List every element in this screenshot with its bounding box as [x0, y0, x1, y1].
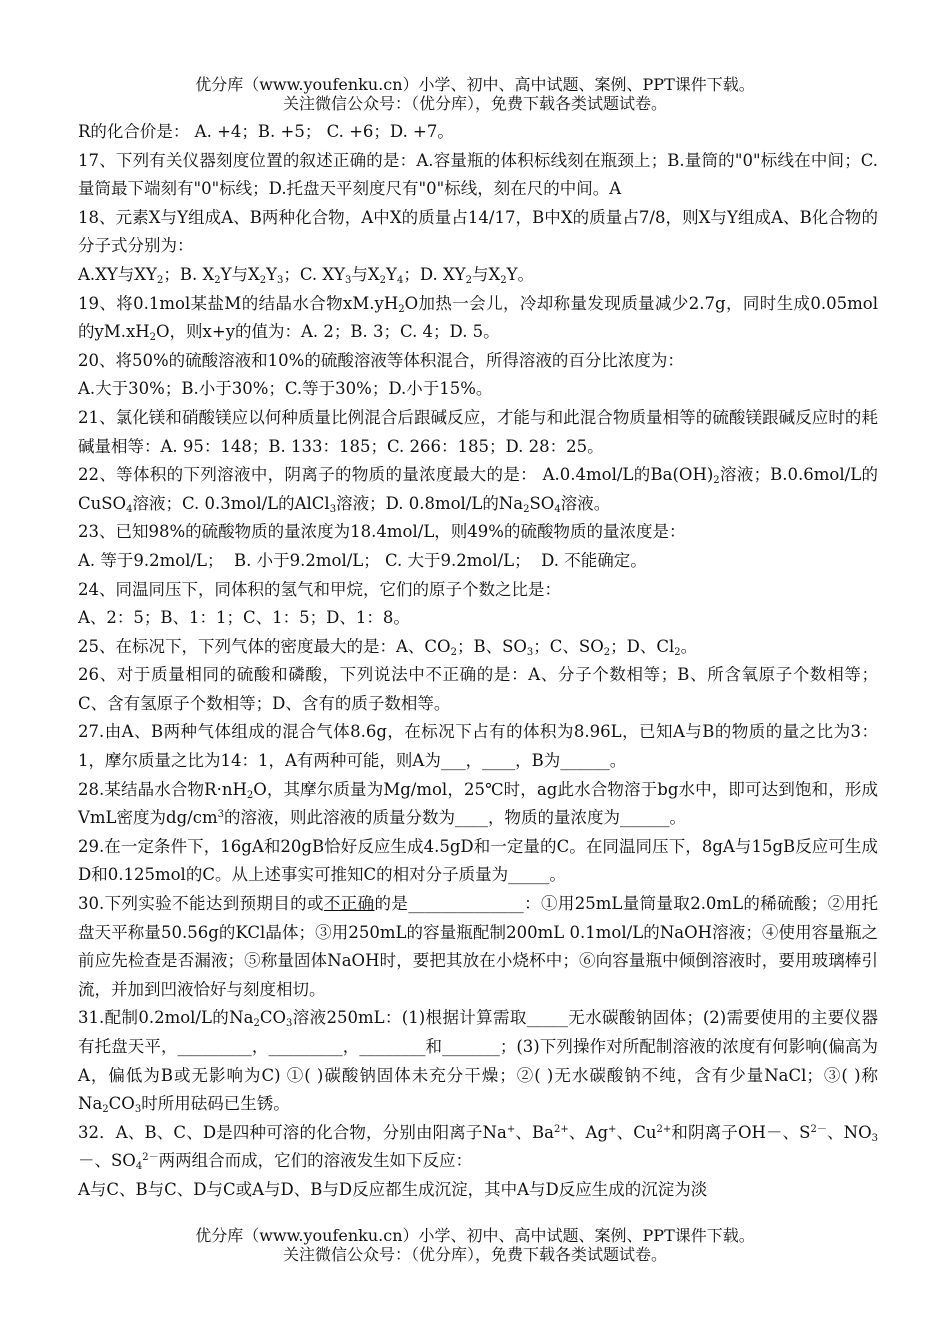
- q20-options: A.大于30%；B.小于30%；C.等于30%；D.小于15%。: [78, 379, 493, 399]
- question-22: [78, 461, 878, 518]
- q32-text: －: [78, 1151, 95, 1171]
- question-18: [78, 204, 878, 290]
- q30-underlined-text: 不正确: [323, 894, 375, 914]
- q32-line-2: A与C、B与C、D与C或A与D、B与D反应都生成沉淀，其中A与D反应生成的沉淀为淡: [78, 1179, 708, 1199]
- page-footer: [0, 1226, 950, 1264]
- q23-stem: 23、已知98%的硫酸物质的量浓度为18.4mol/L，则49%的硫酸物质的量浓度是：: [78, 522, 686, 542]
- q24-options: A、2：5；B、1：1；C、1：5；D、1：8。: [78, 608, 410, 628]
- q18-sub: 2: [214, 274, 221, 286]
- question-20: [78, 347, 878, 404]
- q18-text: ；B. X: [163, 264, 215, 284]
- q18-text: ；C. XY: [283, 264, 346, 284]
- question-27: 27.由A、B两种气体组成的混合气体8.6g，在标况下占有的体积为8.96L，已知A与B的物质的量之比为3：1，摩尔质量之比为14：1，A有两种可能，则A为___，____，B为______。: [78, 722, 878, 771]
- q18-text: 与X: [351, 264, 380, 284]
- page-header: [0, 75, 950, 113]
- q32-text: 、NO: [826, 1122, 872, 1142]
- q31-text: 31.配制0.2mol/L的Na: [78, 1008, 254, 1028]
- q28-text: 28.某结晶水合物R·nH: [78, 779, 247, 799]
- q19-text: O，则x+y的值为：A. 2；B. 3；C. 4；D. 5。: [156, 322, 500, 342]
- question-23: [78, 518, 878, 575]
- question-17: 17、下列有关仪器刻度位置的叙述正确的是：A.容量瓶的体积标线刻在瓶颈上；B.量筒的"0"标线在中间；C.量筒最下端刻有"0"标线；D.托盘天平刻度尺有"0"标线，刻在尺的中间。A: [78, 150, 878, 199]
- q22-sub: 2: [523, 503, 530, 515]
- q32-sup: 2－: [142, 1152, 159, 1164]
- q32-sub: 3: [871, 1132, 878, 1144]
- q22-sub: 3: [329, 503, 337, 515]
- q28-text: O，其摩尔质量为Mg/mol，25℃时，ag此水合物溶于bg水中，即可达到饱和，形成VmL密度为dg/cm: [78, 779, 878, 828]
- header-line-2: 关注微信公众号：（优分库），免费下载各类试题试卷。: [282, 94, 667, 113]
- q28-sub: 2: [246, 789, 254, 801]
- q32-text: 、Ba: [515, 1122, 554, 1142]
- q22-text: 溶液。: [560, 493, 611, 513]
- q30-text: 30.下列实验不能达到预期目的或: [78, 894, 324, 914]
- question-19: [78, 290, 878, 347]
- q31-sub: 2: [253, 1018, 260, 1030]
- question-content: [78, 118, 878, 1205]
- q18-sub: 2: [500, 274, 507, 286]
- q28-text: 的溶液，则此溶液的质量分数为____，物质的量浓度为______。: [223, 808, 686, 828]
- question-21: 21、氯化镁和硝酸镁应以何种质量比例混合后跟碱反应，才能与和此混合物质量相等的硫酸镁跟碱反应时的耗碱量相等：A. 95：148；B. 133：185；C. 266：185；D. 28：25。: [78, 407, 878, 456]
- q23-options: A. 等于9.2mol/L； B. 小于9.2mol/L； C. 大于9.2mol/L； D. 不能确定。: [78, 550, 647, 570]
- q31-text: CO: [108, 1094, 135, 1114]
- q32-text: 和阴离子OH: [671, 1122, 766, 1142]
- q22-sub: 2: [713, 475, 720, 487]
- q18-text: Y。: [506, 264, 535, 284]
- q30-text: 的是______________：①用25mL量筒量取2.0mL的稀硫酸；②用托盘天平称量50.56g的KCl晶体；③用250mL的容量瓶配制200mL 0.1mol/L的NaOH溶液；④使用容量瓶之前应先检查是否漏液；⑤称量固体NaOH时，要把其放在小烧杯中；⑥向容量瓶中倾倒溶液时，要用玻璃棒引流，并加到凹液恰好与刻度相切。: [78, 894, 878, 999]
- footer-line-2: 关注微信公众号：（优分库），免费下载各类试题试卷。: [282, 1245, 667, 1264]
- q22-text: 22、等体积的下列溶液中，阴离子的物质的量浓度最大的是： A.0.4mol/L的Ba(OH): [78, 465, 714, 485]
- q25-text: 。: [680, 636, 698, 656]
- question-31: [78, 1004, 878, 1118]
- q25-text: ；D、Cl: [610, 636, 675, 656]
- q31-text: 溶液250mL：(1)根据计算需取_____无水碳酸钠固体；(2)需要使用的主要仪器有托盘天平，_________，_________，________和_______；(3)下列操作对所配制溶液的浓度有何影响(偏高为A，偏低为B或无影响为C) ①( )碳酸钠固体未充分干燥；②( )无水碳酸钠不纯，含有少量NaCl；③( )称Na: [78, 1008, 878, 1114]
- q32-text: 、SO: [94, 1151, 136, 1171]
- q22-sub: 4: [554, 503, 561, 515]
- q19-text: O加热一会儿，冷却称量发现质量减少2.7g，同时生成0.05mol的yM.xH: [78, 293, 878, 342]
- q32-sup: 2+: [554, 1123, 569, 1135]
- q32-sup: +: [608, 1123, 617, 1135]
- q19-sub: 2: [149, 332, 157, 344]
- q18-text: 与X: [471, 264, 501, 284]
- q22-text: 溶液；C. 0.3mol/L的AlCl: [132, 493, 330, 513]
- q22-text: 溶液；D. 0.8mol/L的Na: [336, 493, 524, 513]
- header-line-1: 优分库（www.youfenku.cn）小学、初中、高中试题、案例、PPT课件下载。: [195, 75, 755, 94]
- q20-stem: 20、将50%的硫酸溶液和10%的硫酸溶液等体积混合，所得溶液的百分比浓度为：: [78, 350, 684, 370]
- q18-stem: 18、元素X与Y组成A、B两种化合物，A中X的质量占14/17，B中X的质量占7/8，则X与Y组成A、B化合物的分子式分别为：: [78, 207, 878, 256]
- question-28: [78, 776, 878, 833]
- q18-sub: 3: [277, 274, 284, 286]
- q31-sub: 3: [285, 1018, 293, 1030]
- q32-sup: 2－: [810, 1123, 827, 1135]
- q18-sub: 2: [259, 274, 267, 286]
- q31-text: 时所用砝码已生锈。: [141, 1094, 290, 1114]
- question-30: [78, 890, 878, 1004]
- footer-line-1: 优分库（www.youfenku.cn）小学、初中、高中试题、案例、PPT课件下载。: [195, 1226, 755, 1245]
- q18-sub: 3: [345, 274, 352, 286]
- q32-text: －: [765, 1122, 783, 1142]
- q25-text: ；C、SO: [533, 636, 604, 656]
- question-26: 26、对于质量相同的硫酸和磷酸，下列说法中不正确的是：A、分子个数相等；B、所含氧原子个数相等；C、含有氢原子个数相等；D、含有的质子数相等。: [78, 665, 878, 713]
- q32-text: 、Cu: [616, 1122, 657, 1142]
- q32-text: 、S: [782, 1122, 811, 1142]
- q18-text: Y与X: [220, 264, 260, 284]
- q18-text: ；D. XY: [403, 264, 466, 284]
- q19-text: 19、将0.1mol某盐M的结晶水合物xM.yH: [78, 293, 399, 313]
- question-24: [78, 576, 878, 633]
- q25-sub: 2: [603, 646, 611, 658]
- q25-text: 25、在标况下，下列气体的密度最大的是：A、CO: [78, 636, 451, 656]
- q32-sup: 2+: [656, 1123, 672, 1135]
- q18-sub: 2: [465, 274, 472, 286]
- q25-sub: 3: [526, 646, 534, 658]
- q31-sub: 2: [102, 1104, 109, 1116]
- q18-sub: 4: [396, 274, 404, 286]
- question-16-tail: R的化合价是： A. +4；B. +5； C. +6；D. +7。: [78, 122, 454, 141]
- question-25: [78, 633, 878, 662]
- q32-text: 32．A、B、C、D是四种可溶的化合物，分别由阳离子Na: [78, 1122, 507, 1142]
- q18-sub: 2: [379, 274, 387, 286]
- q24-stem: 24、同温同压下，同体积的氢气和甲烷，它们的原子个数之比是：: [78, 579, 561, 599]
- q32-text: 两两组合而成，它们的溶液发生如下反应：: [158, 1151, 473, 1171]
- q25-sub: 2: [674, 646, 681, 658]
- q18-text: A.XY与XY: [78, 264, 157, 284]
- q31-sub: 3: [134, 1104, 142, 1116]
- question-32: [78, 1119, 878, 1205]
- q32-sub: 4: [135, 1161, 143, 1173]
- q31-text: CO: [259, 1008, 286, 1028]
- question-29: 29.在一定条件下，16gA和20gB恰好反应生成4.5gD和一定量的C。在同温同压下，8gA与15gB反应可生成D和0.125mol的C。从上述事实可推知C的相对分子质量为_____。: [78, 836, 878, 885]
- q25-text: ；B、SO: [456, 636, 527, 656]
- q22-text: 溶液；B.0.6mol/L的CuSO: [78, 465, 878, 513]
- q28-sup: 3: [217, 809, 224, 821]
- q18-text: Y: [386, 264, 397, 284]
- q22-sub: 4: [126, 503, 133, 515]
- q18-text: Y: [266, 264, 277, 284]
- q32-sup: +: [506, 1123, 516, 1135]
- q25-sub: 2: [450, 646, 457, 658]
- q18-sub: 2: [156, 274, 164, 286]
- q22-text: SO: [529, 493, 555, 513]
- q32-text: 、Ag: [568, 1122, 609, 1142]
- q19-sub: 2: [398, 303, 405, 315]
